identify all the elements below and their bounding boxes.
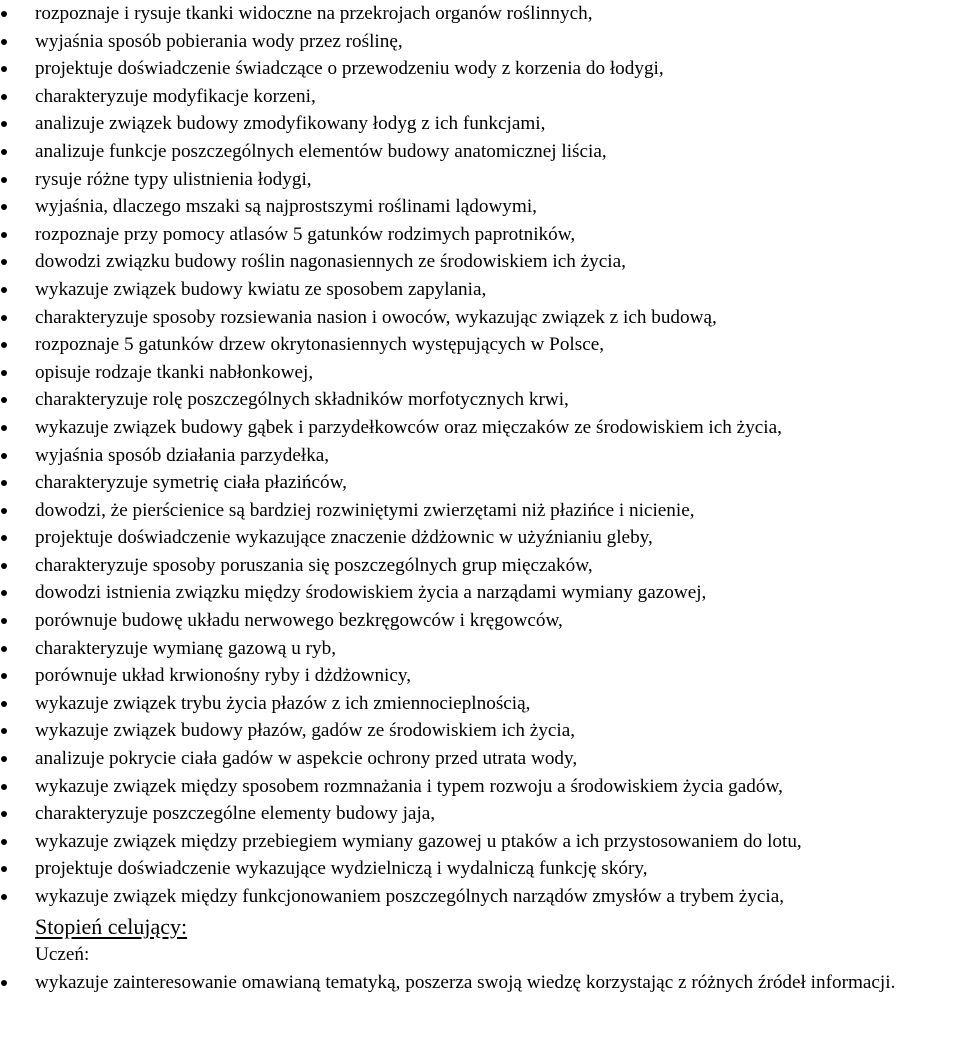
bullet-icon: [1, 866, 7, 872]
list-item-text: wykazuje związek trybu życia płazów z ich zmiennocieplnością,: [35, 692, 531, 714]
list-item: [0, 552, 960, 580]
bullet-icon: [1, 204, 7, 210]
list-item: [0, 276, 960, 304]
list-item-text: porównuje układ krwionośny ryby i dżdżownicy,: [35, 665, 412, 687]
list-item-text: wyjaśnia sposób działania parzydełka,: [35, 444, 330, 466]
list-item-text: rysuje różne typy ulistnienia łodygi,: [35, 168, 312, 190]
bullet-icon: [1, 673, 7, 679]
list-item: [0, 662, 960, 690]
list-item-text: wyjaśnia sposób pobierania wody przez roślinę,: [35, 30, 403, 52]
list-item-text: opisuje rodzaje tkanki nabłonkowej,: [35, 361, 314, 383]
list-item: [0, 690, 960, 718]
bullet-icon: [1, 397, 7, 403]
list-item-text: dowodzi istnienia związku między środowiskiem życia a narządami wymiany gazowej,: [35, 582, 707, 604]
bullet-icon: [1, 177, 7, 183]
list-item-text: projektuje doświadczenie świadczące o przewodzeniu wody z korzenia do łodygi,: [35, 58, 664, 80]
bullet-icon: [1, 535, 7, 541]
list-item: [0, 883, 960, 911]
list-item: [0, 221, 960, 249]
list-item-text: dowodzi, że pierścienice są bardziej rozwiniętymi zwierzętami niż płazińce i nicienie,: [35, 499, 695, 521]
list-item: [0, 304, 960, 332]
list-item: [0, 414, 960, 442]
list-item: [0, 745, 960, 773]
list-item-text: charakteryzuje sposoby poruszania się poszczególnych grup mięczaków,: [35, 554, 593, 576]
list-item-text: wykazuje związek budowy gąbek i parzydełkowców oraz mięczaków ze środowiskiem ich życia,: [35, 416, 782, 438]
bullet-icon: [1, 980, 7, 986]
list-item-text: rozpoznaje przy pomocy atlasów 5 gatunków rodzimych paprotników,: [35, 223, 576, 245]
list-item-text: wykazuje związek między funkcjonowaniem poszczególnych narządów zmysłów a trybem życia,: [35, 886, 785, 907]
bullet-icon: [1, 756, 7, 762]
bullet-icon: [1, 563, 7, 569]
list-item-text: dowodzi związku budowy roślin nagonasiennych ze środowiskiem ich życia,: [35, 251, 626, 273]
list-item-text: analizuje funkcje poszczególnych elementów budowy anatomicznej liścia,: [35, 140, 607, 162]
list-item-text: wykazuje związek budowy kwiatu ze sposobem zapylania,: [35, 278, 487, 300]
bullet-icon: [1, 590, 7, 596]
bullet-icon: [1, 66, 7, 72]
bullet-icon: [1, 784, 7, 790]
list-item: [0, 469, 960, 497]
list-item: [0, 524, 960, 552]
list-item-text: wyjaśnia, dlaczego mszaki są najprostszymi roślinami lądowymi,: [35, 196, 537, 218]
bullet-icon: [1, 894, 7, 900]
bullet-icon: [1, 370, 7, 376]
bullet-icon: [1, 287, 7, 293]
bullet-icon: [1, 342, 7, 348]
bullet-icon: [1, 94, 7, 100]
list-item-text: charakteryzuje symetrię ciała płazińców,: [35, 472, 347, 494]
list-item: [0, 607, 960, 635]
bullet-icon: [1, 149, 7, 155]
bullet-icon: [1, 618, 7, 624]
bullet-icon: [1, 839, 7, 845]
list-item: [0, 386, 960, 414]
bullet-icon: [1, 508, 7, 514]
list-item-text: rozpoznaje 5 gatunków drzew okrytonasiennych występujących w Polsce,: [35, 334, 605, 356]
bullet-icon: [1, 646, 7, 652]
list-item: [0, 166, 960, 194]
bullet-icon: [1, 11, 7, 17]
list-item: [0, 193, 960, 221]
list-item-text: charakteryzuje wymianę gazową u ryb,: [35, 637, 336, 659]
list-item: [0, 442, 960, 470]
bullet-icon: [1, 121, 7, 127]
level-heading: Stopień celujący:: [35, 913, 188, 939]
student-label: Uczeń:: [35, 943, 90, 965]
list-item-text: projektuje doświadczenie wykazujące wydzielniczą i wydalniczą funkcję skóry,: [35, 858, 648, 880]
list-item-text: charakteryzuje sposoby rozsiewania nasion i owoców, wykazując związek z ich budową,: [35, 306, 717, 328]
list-item-text: charakteryzuje modyfikacje korzeni,: [35, 85, 316, 107]
list-item-text: rozpoznaje i rysuje tkanki widoczne na przekrojach organów roślinnych,: [35, 3, 593, 24]
bullet-icon: [1, 259, 7, 265]
list-item: [0, 138, 960, 166]
list-item: [0, 359, 960, 387]
list-item: [0, 855, 960, 883]
list-item: [0, 110, 960, 138]
bullet-icon: [1, 39, 7, 45]
list-item: [0, 497, 960, 525]
list-item: [0, 773, 960, 801]
list-item: [0, 28, 960, 56]
list-item-text: wykazuje zainteresowanie omawianą tematyką, poszerza swoją wiedzę korzystając z różnych źródeł informacji.: [35, 971, 896, 993]
list-item-text: projektuje doświadczenie wykazujące znaczenie dżdżownic w użyźnianiu gleby,: [35, 527, 653, 549]
list-item: [0, 635, 960, 663]
bullet-icon: [1, 728, 7, 734]
list-item: [0, 800, 960, 828]
list-item-text: wykazuje związek budowy płazów, gadów ze środowiskiem ich życia,: [35, 720, 576, 742]
list-item: [0, 55, 960, 83]
list-item-text: wykazuje związek między sposobem rozmnażania i typem rozwoju a środowiskiem życia gadów,: [35, 775, 783, 797]
list-item: [0, 83, 960, 111]
list-item: [0, 0, 960, 28]
list-item-text: charakteryzuje rolę poszczególnych składników morfotycznych krwi,: [35, 389, 569, 411]
list-item: [0, 717, 960, 745]
list-item-text: wykazuje związek między przebiegiem wymiany gazowej u ptaków a ich przystosowaniem do lotu,: [35, 830, 802, 852]
bullet-icon: [1, 701, 7, 707]
final-criteria-list: [0, 969, 960, 996]
list-item-text: porównuje budowę układu nerwowego bezkręgowców i kręgowców,: [35, 610, 563, 632]
list-item-text: charakteryzuje poszczególne elementy budowy jaja,: [35, 803, 436, 825]
bullet-icon: [1, 453, 7, 459]
list-item: [0, 248, 960, 276]
list-item-text: analizuje związek budowy zmodyfikowany łodyg z ich funkcjami,: [35, 113, 546, 135]
list-item-text: analizuje pokrycie ciała gadów w aspekcie ochrony przed utrata wody,: [35, 748, 578, 770]
bullet-icon: [1, 480, 7, 486]
bullet-icon: [1, 232, 7, 238]
bullet-icon: [1, 315, 7, 321]
list-item: [0, 969, 960, 996]
list-item: [0, 331, 960, 359]
bullet-icon: [1, 425, 7, 431]
list-item: [0, 579, 960, 607]
bullet-icon: [1, 811, 7, 817]
list-item: [0, 828, 960, 856]
